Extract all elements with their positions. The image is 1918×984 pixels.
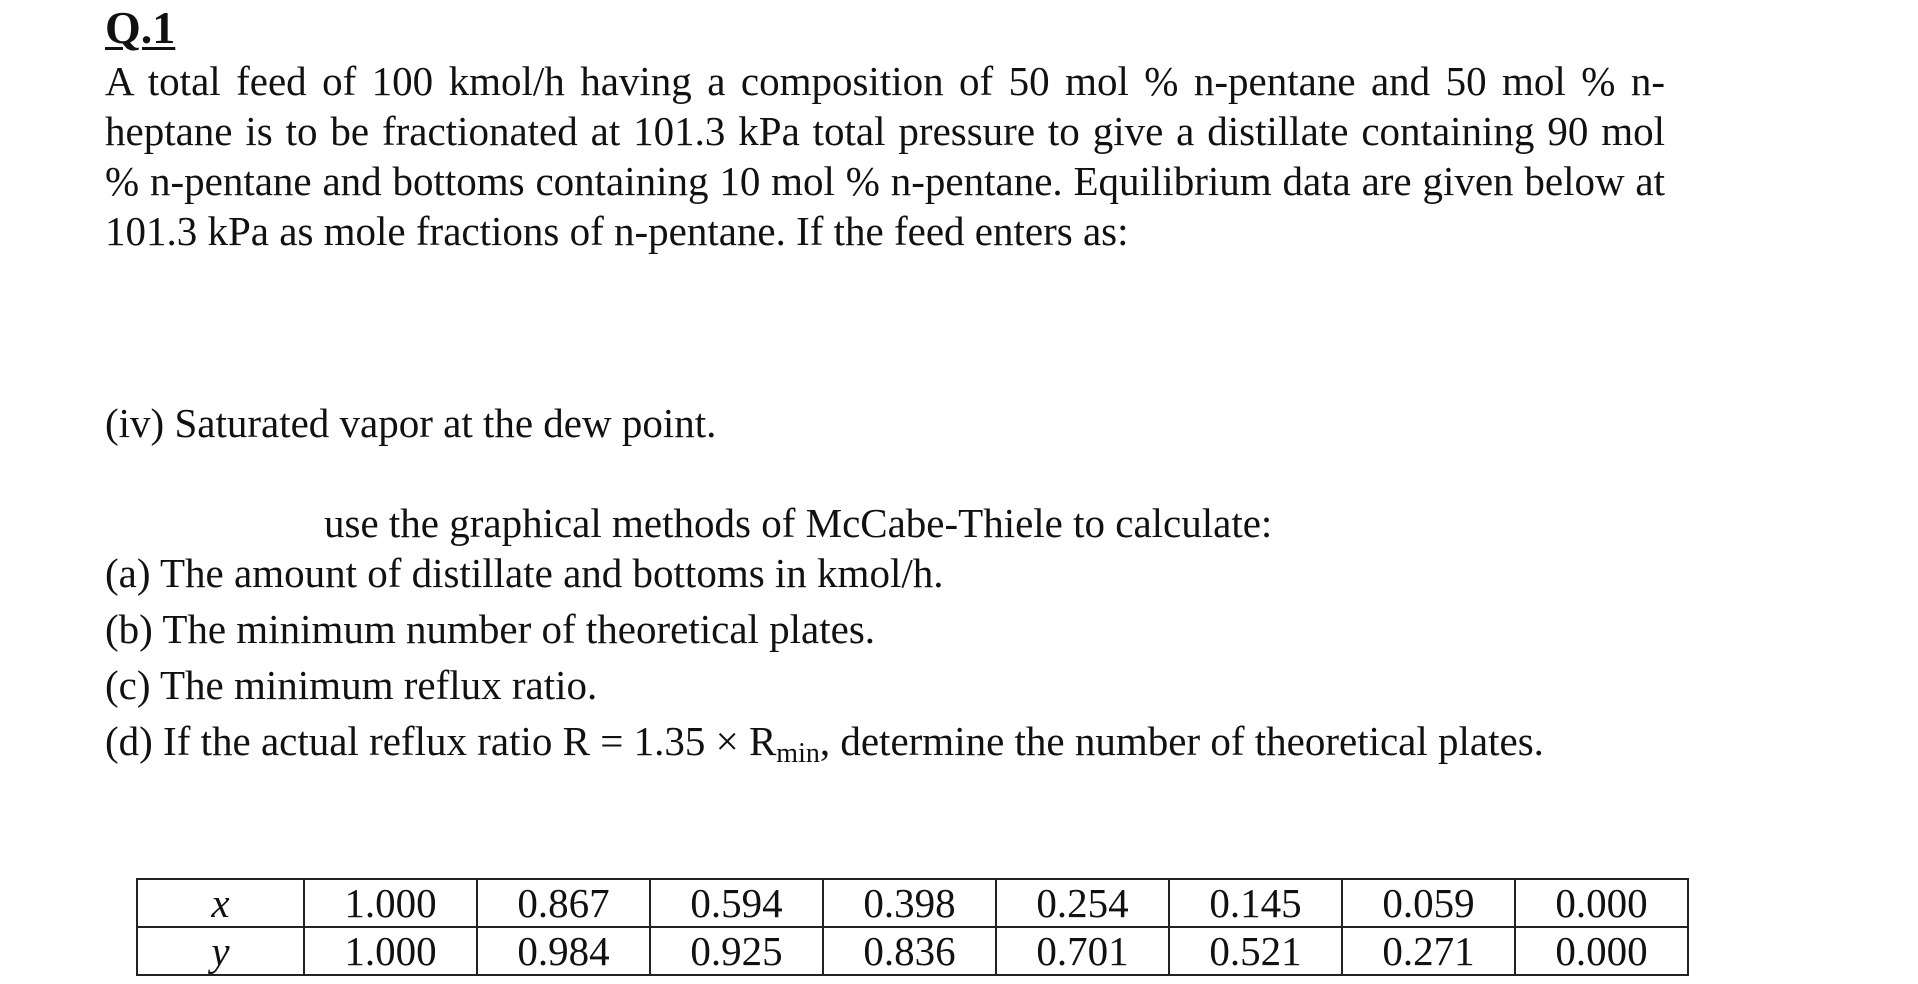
task-list xyxy=(105,548,1544,776)
y-label-cell: y xyxy=(137,927,304,975)
x-value-cell: 0.059 xyxy=(1342,879,1515,927)
x-value-cell: 0.145 xyxy=(1169,879,1342,927)
task-d-subscript: min xyxy=(776,738,820,769)
table-row-y xyxy=(137,927,1688,975)
task-d-prefix: (d) If the actual reflux ratio R = 1.35 × R xyxy=(105,718,777,764)
task-d xyxy=(105,716,1544,776)
task-a: (a) The amount of distillate and bottoms in kmol/h. xyxy=(105,550,944,596)
x-value-cell: 0.867 xyxy=(477,879,650,927)
x-value-cell: 0.398 xyxy=(823,879,996,927)
x-value-cell: 1.000 xyxy=(304,879,477,927)
y-value-cell: 0.836 xyxy=(823,927,996,975)
feed-condition: (iv) Saturated vapor at the dew point. xyxy=(105,400,717,446)
x-label-cell: x xyxy=(137,879,304,927)
y-value-cell: 0.984 xyxy=(477,927,650,975)
y-value-cell: 1.000 xyxy=(304,927,477,975)
method-instruction: use the graphical methods of McCabe-Thiele to calculate: xyxy=(324,500,1273,546)
y-value-cell: 0.925 xyxy=(650,927,823,975)
y-value-cell: 0.000 xyxy=(1515,927,1688,975)
task-b: (b) The minimum number of theoretical plates. xyxy=(105,606,876,652)
equilibrium-table xyxy=(136,878,1689,976)
problem-statement: A total feed of 100 kmol/h having a composition of 50 mol % n-pentane and 50 mol % n-heptane is to be fractionated at 101.3 kPa total pressure to give a distillate containing 90 mol % n-pentane and bottoms containing 10 mol % n-pentane. Equilibrium data are given below at 101.3 kPa as mole fractions of n-pentane. If the feed enters as: xyxy=(105,58,1665,254)
x-value-cell: 0.594 xyxy=(650,879,823,927)
question-number: Q.1 xyxy=(105,2,176,53)
task-c: (c) The minimum reflux ratio. xyxy=(105,662,598,708)
y-value-cell: 0.521 xyxy=(1169,927,1342,975)
y-value-cell: 0.271 xyxy=(1342,927,1515,975)
y-value-cell: 0.701 xyxy=(996,927,1169,975)
task-d-suffix: , determine the number of theoretical plates. xyxy=(819,718,1544,764)
x-value-cell: 0.000 xyxy=(1515,879,1688,927)
x-value-cell: 0.254 xyxy=(996,879,1169,927)
table-row-x xyxy=(137,879,1688,927)
